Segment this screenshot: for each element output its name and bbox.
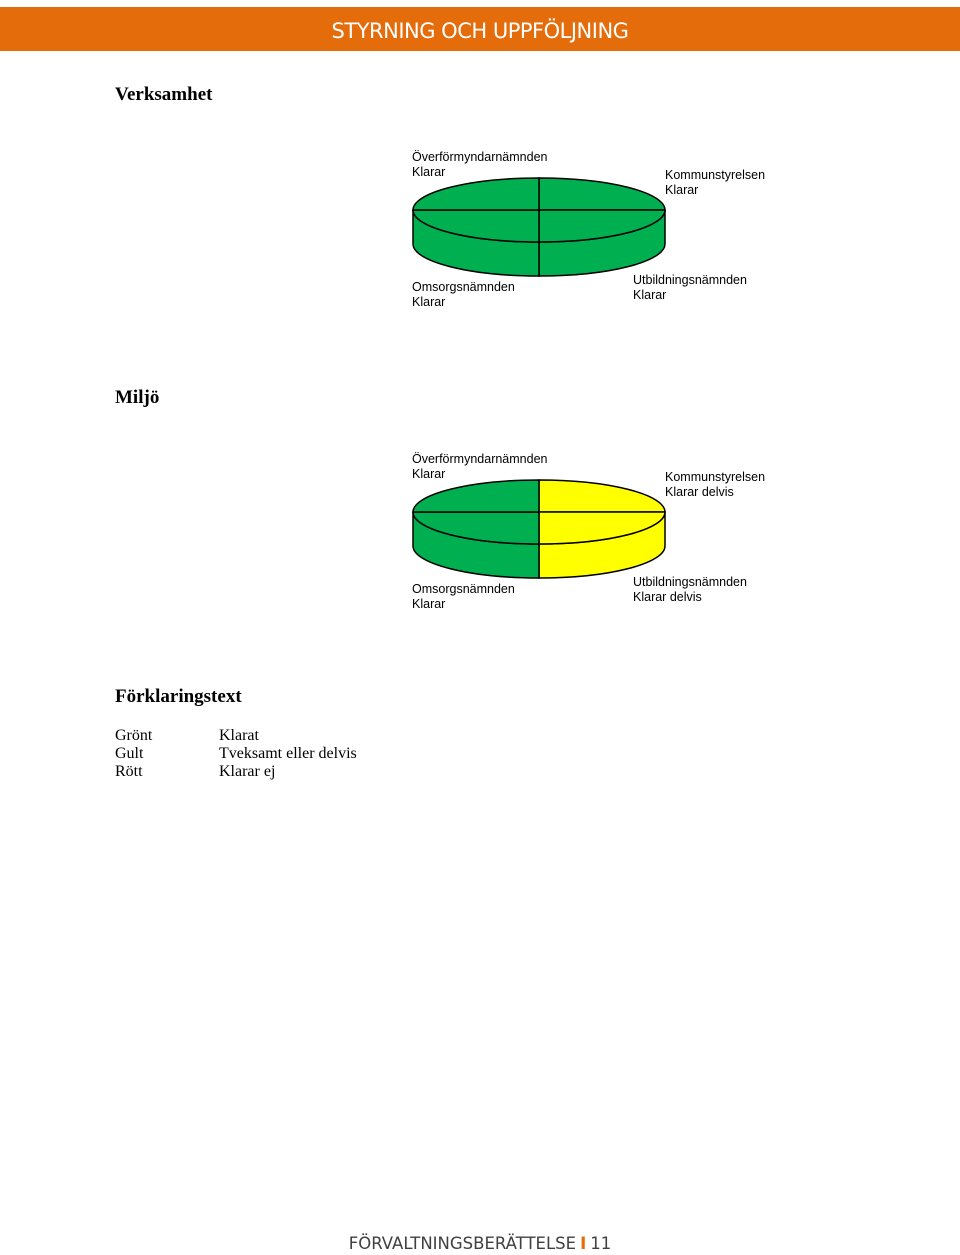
legend-row-green	[115, 727, 515, 745]
slice-status: Klarar delvis	[633, 590, 702, 604]
slice-status: Klarar	[412, 467, 446, 481]
slice-top-0	[539, 480, 665, 512]
legend-table	[115, 727, 515, 781]
slice-name: Utbildningsnämnden	[633, 273, 747, 287]
slice-status: Klarar	[633, 288, 667, 302]
slice-top-3	[413, 178, 539, 210]
slice-status: Klarar	[412, 295, 446, 309]
legend-value: Klarat	[219, 727, 259, 744]
slice-top-0	[539, 178, 665, 210]
legend-row-yellow	[115, 745, 515, 763]
slice-label-omsorgsnamnden	[412, 280, 515, 310]
slice-label-utbildningsnamnden	[633, 273, 747, 303]
page-footer	[0, 1234, 960, 1253]
slice-label-kommunstyrelsen	[665, 470, 765, 500]
legend-key: Rött	[115, 763, 143, 780]
footer-separator: I	[580, 1234, 587, 1253]
slice-name: Överförmyndarnämnden	[412, 150, 548, 164]
slice-name: Överförmyndarnämnden	[412, 452, 548, 466]
legend-value: Klarar ej	[219, 763, 276, 780]
footer-text: FÖRVALTNINGSBERÄTTELSE	[348, 1234, 577, 1253]
slice-top-3	[413, 480, 539, 512]
slice-status: Klarar	[412, 165, 446, 179]
slice-label-omsorgsnamnden	[412, 582, 515, 612]
slice-status: Klarar delvis	[665, 485, 734, 499]
page-number: 11	[590, 1234, 612, 1253]
legend-key: Gult	[115, 745, 144, 762]
slice-name: Kommunstyrelsen	[665, 168, 766, 182]
slice-name: Omsorgsnämnden	[412, 582, 515, 596]
legend-heading: Förklaringstext	[115, 686, 242, 707]
page-title: STYRNING OCH UPPFÖLJNING	[331, 19, 629, 43]
slice-label-utbildningsnamnden	[633, 575, 747, 605]
pie-chart-miljo	[0, 442, 960, 622]
slice-name: Omsorgsnämnden	[412, 280, 515, 294]
legend-value: Tveksamt eller delvis	[219, 745, 357, 762]
slice-label-overformyndarnamnden	[412, 452, 547, 482]
slice-label-overformyndarnamnden	[412, 150, 547, 180]
slice-status: Klarar	[665, 183, 699, 197]
pie-chart-verksamhet	[0, 140, 960, 320]
slice-name: Kommunstyrelsen	[665, 470, 766, 484]
slice-status: Klarar	[412, 597, 446, 611]
header-banner	[0, 7, 960, 51]
section-heading-miljo: Miljö	[115, 387, 160, 408]
section-heading-verksamhet: Verksamhet	[115, 84, 213, 105]
legend-row-red	[115, 763, 515, 781]
slice-label-kommunstyrelsen	[665, 168, 765, 198]
slice-name: Utbildningsnämnden	[633, 575, 747, 589]
legend-key: Grönt	[115, 727, 153, 744]
